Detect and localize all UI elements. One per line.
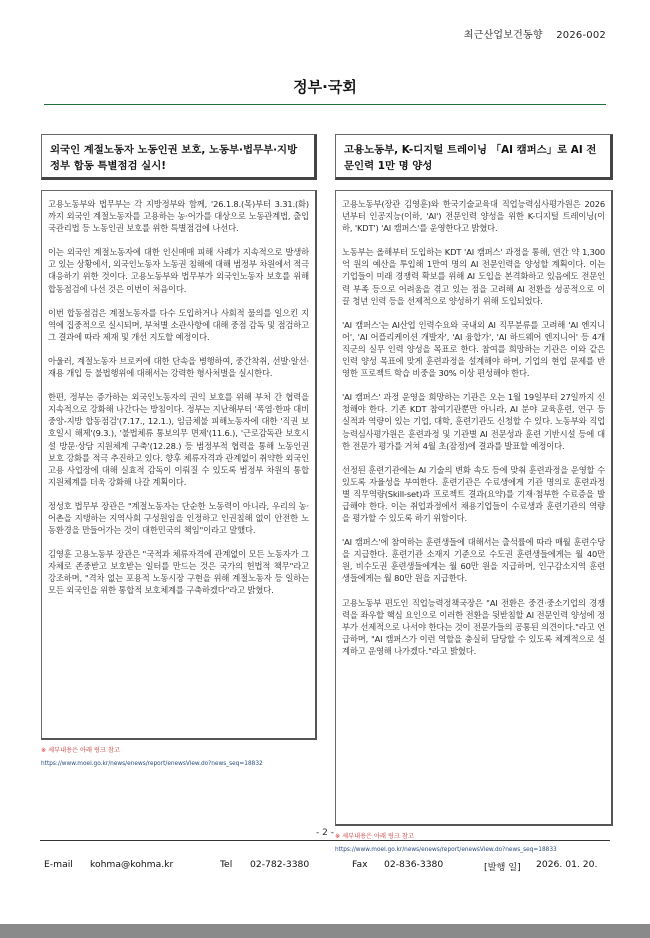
article-paragraph: 'AI 캠퍼스'는 AI산업 인력수요와 국내외 AI 직무분류를 고려해 'AI 엔지니어', 'AI 어플리케이션 개발자', 'AI 융합가', 'AI 하드웨어 엔지니어' 등 4개 직군의 실무 인력 양성을 목표로 한다. 참여를 희망하는 기관은 이와 같은 인력 양성 목표에 맞게 훈련과정을 설계해야 하며, 기업의 현업 문제를 반영한 프로젝트 학습 비중을 30% 이상 편성해야 한다. (342, 319, 605, 379)
article-body (41, 190, 317, 740)
footer-issued-label: [발행 일] (484, 862, 521, 873)
section-title-rule (44, 104, 606, 105)
footer-tel: 02-782-3380 (250, 859, 310, 870)
reference-note: ※ 세부내용은 아래 링크 참고 (335, 833, 414, 840)
right-article (335, 134, 613, 854)
reference-link[interactable]: https://www.moel.go.kr/news/enews/report/enewsView.do?news_seq=18832 (41, 761, 263, 767)
section-title: 정부·국회 (293, 78, 357, 96)
article-headline: 고용노동부, K-디지털 트레이닝 「AI 캠퍼스」로 AI 전문인력 1만 명 양성 (335, 134, 613, 180)
footer-email[interactable]: kohma@kohma.kr (90, 859, 174, 870)
footer-tel-label: Tel (220, 859, 233, 870)
issue-number: 2026-002 (556, 30, 606, 41)
article-paragraph: 노동부는 올해부터 도입하는 KDT 'AI 캠퍼스' 과정을 통해, 연간 약 1,300억 원의 예산을 투입해 1만여 명의 AI 전문인력을 양성할 계획이다. 이는 기업들이 미래 경쟁력 확보를 위해 AI 도입을 본격화하고 있음에도 전문인력 부족 등으로 어려움을 겪고 있는 점을 고려해 AI 전환을 성공적으로 이끌 청년 인력 등을 선제적으로 양성하기 위해 도입되었다. (342, 247, 605, 306)
article-paragraph: 정성호 법무부 장관은 "계절노동자는 단순한 노동력이 아니라, 우리의 농·어촌을 지탱하는 지역사회 구성원임을 인정하고 인권침해 없이 안전한 노동환경을 만들어가는 것이 대한민국의 책임"이라고 말했다. (48, 500, 309, 536)
footer-issued-date: 2026. 01. 20. (536, 859, 598, 870)
newsletter-header (464, 26, 606, 41)
article-paragraph: 고용노동부와 법무부는 각 지방정부와 함께, '26.1.8.(목)부터 3.31.(화)까지 외국인 계절노동자를 고용하는 농·어가를 대상으로 노동관계법, 출입국관리법 등 노동인권 보호를 위한 특별점검에 나선다. (48, 199, 309, 234)
article-paragraph: 이는 외국인 계절노동자에 대한 인신매매 피해 사례가 지속적으로 발생하고 있는 상황에서, 외국인노동자 노동권 침해에 대해 범정부 차원에서 적극 대응하기 위한 것이다. 고용노동부와 법무부가 외국인노동자 보호를 위해 합동점검에 나선 것은 이번이 처음이다. (48, 247, 309, 294)
article-body (335, 190, 613, 826)
footer-email-label: E-mail (44, 859, 73, 870)
reference-link[interactable]: https://www.moel.go.kr/news/enews/report/enewsView.do?news_seq=18833 (335, 847, 557, 853)
page-number: - 2 - (316, 828, 334, 838)
footer-rule (40, 840, 610, 841)
footer-fax-label: Fax (352, 859, 368, 870)
article-paragraph: 김영훈 고용노동부 장관은 "국적과 체류자격에 관계없이 모든 노동자가 그 자체로 존중받고 보호받는 일터를 만드는 것은 국가의 헌법적 책무"라고 강조하며, "격차 없는 포용적 노동시장 구현을 위해 계절노동자 등 일하는 모든 외국인을 위한 통합적 보호체계를 구축하겠다"라고 밝혔다. (48, 549, 309, 596)
article-paragraph: 고용노동부 편도인 직업능력정책국장은 "AI 전환은 중견·중소기업의 경쟁력을 좌우할 핵심 요인으로 이러한 전환을 뒷받침할 AI 전문인력 양성에 정부가 선제적으로 나서야 한다는 것이 전문가들의 공통된 의견이다."라고 언급하며, "AI 캠퍼스가 이런 역할을 충실히 담당할 수 있도록 체계적으로 설계하고 운영해 나가겠다."라고 밝혔다. (342, 597, 605, 656)
reference-note: ※ 세부내용은 아래 링크 참고 (41, 747, 120, 754)
article-paragraph: 'AI 캠퍼스'에 참여하는 훈련생들에 대해서는 출석률에 따라 매월 훈련수당을 지급한다. 훈련기관 소재지 기준으로 수도권 훈련생들에게는 월 40만 원, 비수도권 훈련생들에게는 월 60만 원을 지급하며, 인구감소지역 훈련생들에게는 월 80만 원을 지급한다. (342, 537, 605, 584)
article-paragraph: 'AI 캠퍼스' 과정 운영을 희망하는 기관은 오는 1월 19일부터 27일까지 신청해야 한다. 기존 KDT 참여기관뿐만 아니라, AI 분야 교육훈련, 연구 등 실적과 역량이 있는 기업, 대학, 훈련기관도 신청할 수 있다. 노동부와 직업능력심사평가원은 훈련과정 및 기관별 AI 전문성과 훈련 기반시설 등에 대한 전문가 평가를 거쳐 4월 초(잠정)에 결과를 발표할 예정이다. (342, 392, 605, 451)
footer-fax: 02-836-3380 (384, 859, 444, 870)
article-paragraph: 이번 합동점검은 계절노동자를 다수 도입하거나 사회적 물의를 일으킨 지역에 집중적으로 실시되며, 부처별 소관사항에 대해 중점 감독 및 점검하고 그 결과에 따라 제재 및 개선 지도할 예정이다. (48, 307, 309, 342)
article-paragraph: 아울러, 계절노동자 브로커에 대한 단속을 병행하여, 중간착취, 선발·알선·재용 개입 등 불법행위에 대해서는 강력한 형사처벌을 실시한다. (48, 355, 309, 379)
article-paragraph: 고용노동부(장관 김영훈)와 한국기술교육대 직업능력심사평가원은 2026년부터 인공지능(이하, 'AI') 전문인력 양성을 위한 K-디지털 트레이닝(이하, 'KDT') 'AI 캠퍼스'를 운영한다고 밝혔다. (342, 199, 605, 234)
article-paragraph: 선정된 훈련기관에는 AI 기술의 변화 속도 등에 맞춰 훈련과정을 운영할 수 있도록 자율성을 부여한다. 훈련기관은 수료생에게 기관 명의로 훈련과정별 직무역량(Skill-set)과 프로젝트 결과(요약)를 기재·첨부한 수료증을 발급해야 한다. 이는 취업과정에서 채용기업들이 수료생과 훈련기관의 역량을 평가할 수 있도록 하기 위함이다. (342, 464, 605, 524)
newsletter-series: 최근산업보건동향 (463, 30, 543, 41)
bottom-bar (0, 924, 650, 938)
article-headline: 외국인 계절노동자 노동인권 보호, 노동부·법무부·지방정부 합동 특별점검 실시! (41, 134, 317, 180)
left-article (41, 134, 317, 768)
article-paragraph: 한편, 정부는 증가하는 외국인노동자의 권익 보호를 위해 부처 간 협력을 지속적으로 강화해 나간다는 방침이다. 정부는 지난해부터 '폭염·한파 대비 중앙-지방 합동점검'(7.17., 12.1.), 임금체불 피해노동자에 대한 '직권 보호일시 해제'(9.3.), '불법체류 통보의무 면제'(11.6.), '근로감독관 보호시설 방문·상담 지원체계 구축'(12.28.) 등 범정부적 협력을 통해 노동인권 보호 강화를 적극 추진하고 있다. 향후 체류자격과 관계없이 취약한 외국인고용 사업장에 대해 실효적 감독이 이뤄질 수 있도록 범정부 차원의 통합 지원체계를 더욱 강화해 나갈 계획이다. (48, 392, 309, 487)
